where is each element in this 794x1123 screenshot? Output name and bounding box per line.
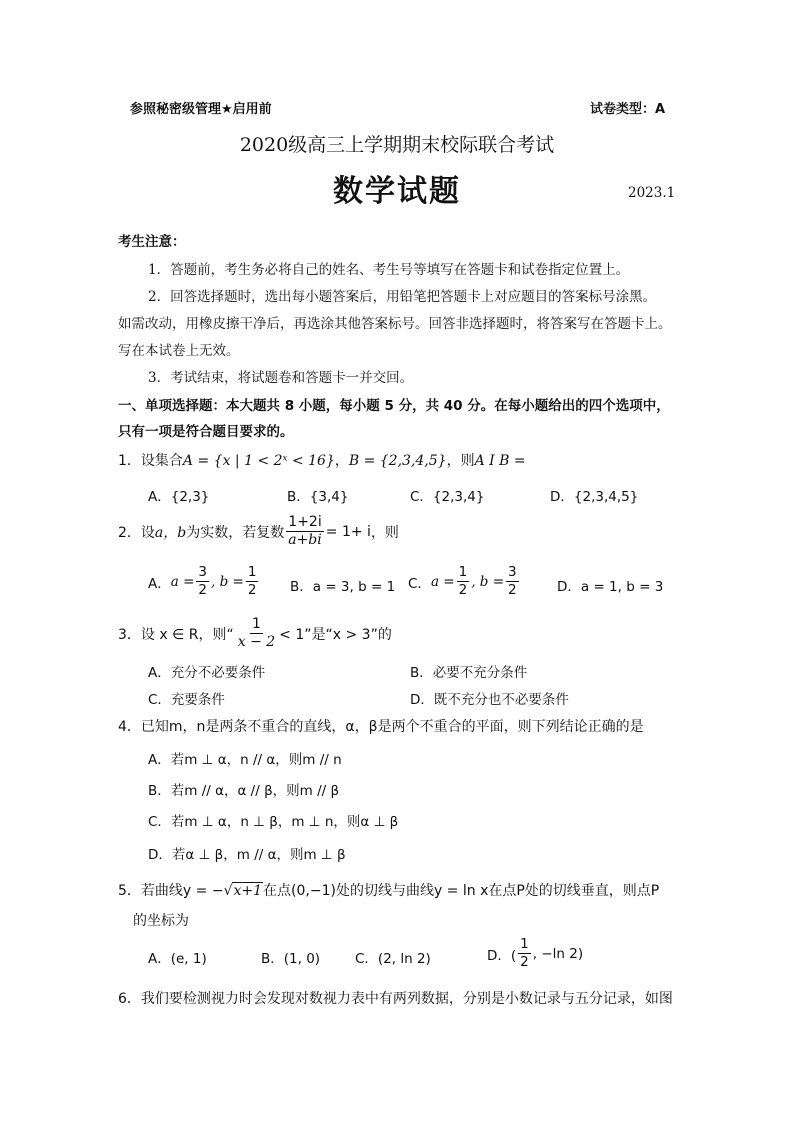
q5-option-b: B．(1, 0) xyxy=(261,951,321,967)
question-2: 2． 设 a，b 为实数，若复数 $\frac{1+2i}{a+bi}$ = 1+ i ，则 xyxy=(118,514,399,548)
q3-option-d: D．既不充分也不必要条件 xyxy=(410,692,569,708)
notice-item-2-cont: 如需改动，用橡皮擦干净后，再选涂其他答案标号。回答非选择题时，将答案写在答题卡上。 xyxy=(118,316,672,332)
q4-option-a: A．若m ⊥ α，n // α，则m // n xyxy=(148,752,342,768)
q1-option-b: B．{3,4} xyxy=(287,489,349,505)
complex-fraction: $\frac{1+2i}{a+bi}$ xyxy=(288,514,322,548)
question-5-cont: 的坐标为 xyxy=(133,913,189,929)
q3-option-c: C．充要条件 xyxy=(148,692,225,708)
question-number: 1． xyxy=(118,453,141,469)
subject-title: 数学试题 xyxy=(333,174,461,209)
question-6: 6．我们要检测视力时会发现对数视力表中有两列数据，分别是小数记录与五分记录，如图 xyxy=(118,991,673,1007)
notice-item-1: 1．答题前，考生务必将自己的姓名、考生号等填写在答题卡和试卷指定位置上。 xyxy=(148,262,630,278)
q1-option-c: C．{2,3,4} xyxy=(410,489,485,505)
section-heading-cont: 只有一项是符合题目要求的。 xyxy=(118,424,294,440)
q4-option-c: C．若m ⊥ α，n ⊥ β，m ⊥ n，则α ⊥ β xyxy=(148,814,399,830)
q3-option-a: A．充分不必要条件 xyxy=(148,665,266,681)
q4-option-b: B．若m // α，α // β，则m // β xyxy=(148,783,340,799)
notice-item-3: 3．考试结束，将试题卷和答题卡一并交回。 xyxy=(148,370,414,386)
q1-option-a: A．{2,3} xyxy=(148,489,210,505)
exam-date: 2023.1 xyxy=(628,185,676,201)
confidentiality-label: 参照秘密级管理★启用前 xyxy=(130,102,272,117)
question-4: 4．已知m，n是两条不重合的直线，α，β是两个不重合的平面，则下列结论正确的是 xyxy=(118,719,644,735)
set-b: B = {2,3,4,5} xyxy=(348,453,447,469)
q5-option-a: A．(e, 1) xyxy=(148,951,207,967)
paper-type-label: 试卷类型：A xyxy=(590,102,666,117)
notice-item-2-end: 写在本试卷上无效。 xyxy=(118,343,240,359)
q2-option-c: C． a = $\frac{1}{2}$ , b = $\frac{3}{2}$ xyxy=(408,564,517,598)
intersection-expr: A I B = xyxy=(474,453,526,469)
q5-option-c: C．(2, ln 2) xyxy=(355,951,431,967)
q3-option-b: B．必要不充分条件 xyxy=(410,665,528,681)
question-5: 5．若曲线y = −√x+1在点(0,−1)处的切线与曲线y = ln x在点P处的切线垂直，则点P xyxy=(118,883,660,899)
q5-option-d: D．( $\frac{1}{2}$ , −ln 2) xyxy=(487,936,584,970)
q4-option-d: D．若α ⊥ β，m // α，则m ⊥ β xyxy=(148,847,346,863)
sqrt-expression: x+1 xyxy=(233,883,263,899)
section-heading: 一、单项选择题：本大题共 8 小题，每小题 5 分，共 40 分。在每小题给出的四个选项中， xyxy=(118,398,670,414)
question-3: 3． 设 x ∈ R，则“ $\frac{1}{x - 2}$ < 1”是“x > 3”的 xyxy=(118,616,392,650)
question-1: 1．设集合A = {x | 1 < 2ˣ < 16}，B = {2,3,4,5}，则A I B = xyxy=(118,453,526,469)
notice-item-2: 2．回答选择题时，选出每小题答案后，用铅笔把答题卡上对应题目的答案标号涂黑。 xyxy=(148,289,657,305)
notice-heading: 考生注意： xyxy=(118,234,186,250)
q2-option-b: B．a = 3, b = 1 xyxy=(290,579,396,595)
set-a: A = {x | 1 < 2ˣ < 16} xyxy=(182,453,335,469)
q2-option-d: D．a = 1, b = 3 xyxy=(557,579,664,595)
q2-option-a: A． a = $\frac{3}{2}$ , b = $\frac{1}{2}$ xyxy=(148,564,257,598)
q1-option-d: D．{2,3,4,5} xyxy=(550,489,639,505)
exam-title: 2020级高三上学期期末校际联合考试 xyxy=(239,134,555,156)
